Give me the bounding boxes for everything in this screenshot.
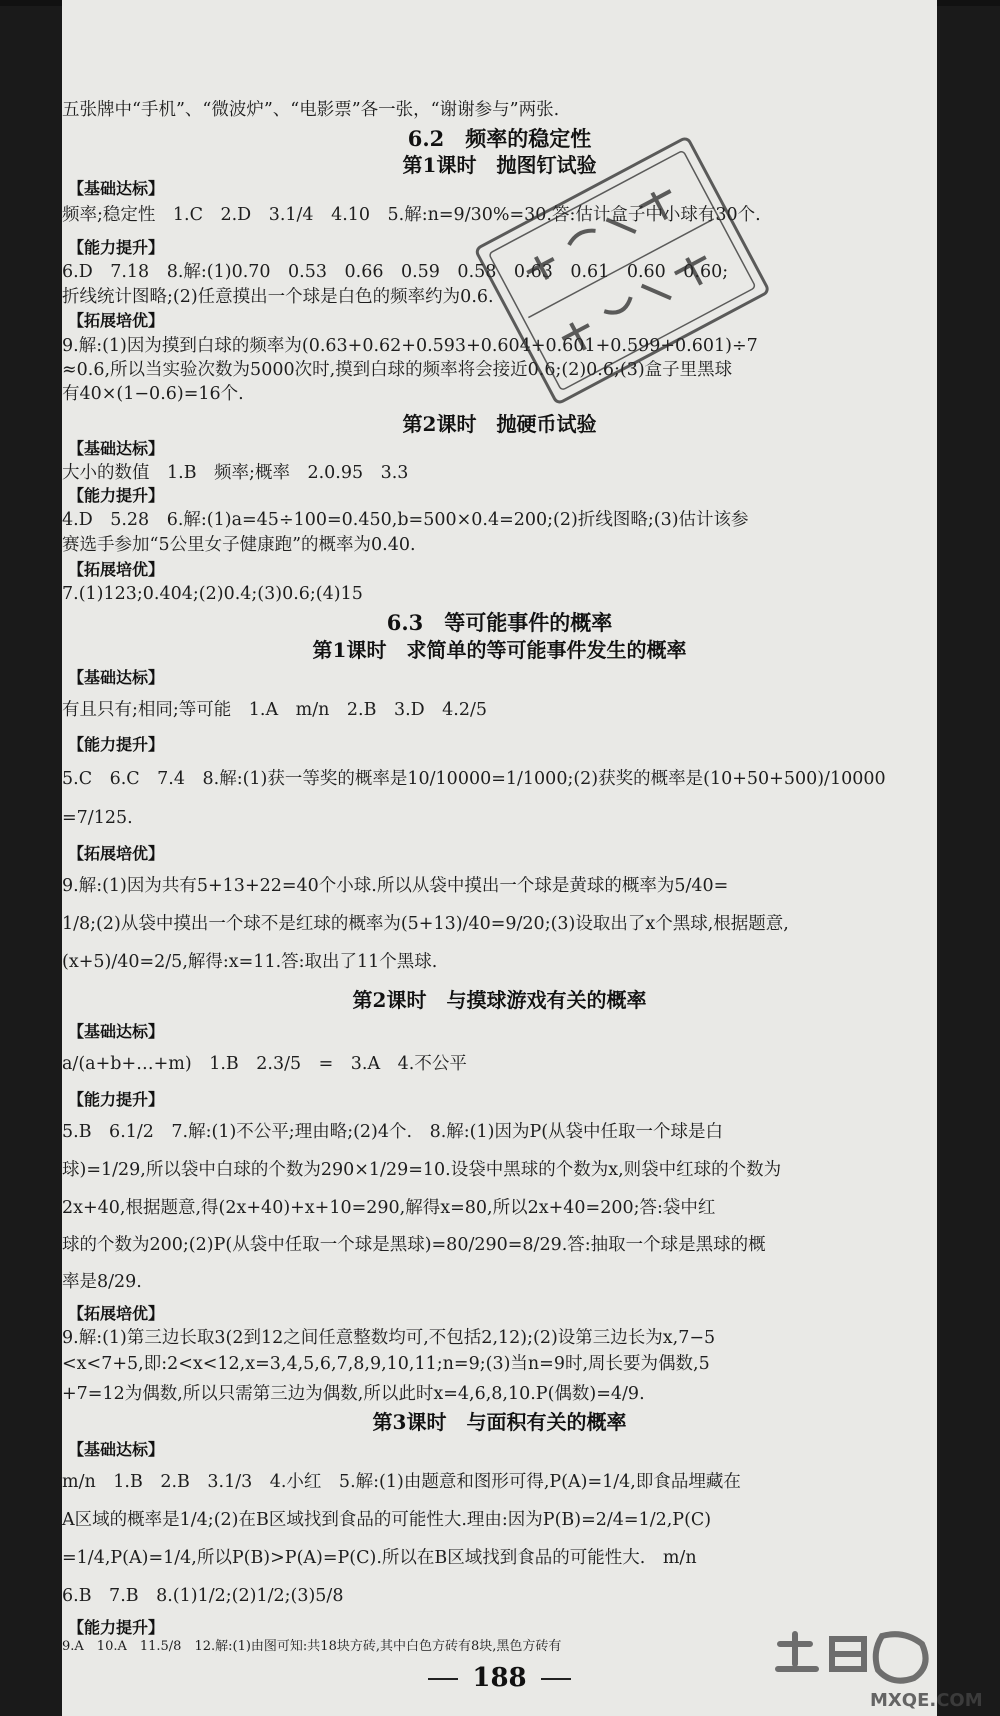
text-line: 2x+40,根据题意,得(2x+40)+x+10=290,解得x=80,所以2x+40=200;答:袋中红 (62, 1198, 716, 1218)
text-line: 率是8/29. (62, 1272, 142, 1292)
text-line: 5.C 6.C 7.4 8.解:(1)获一等奖的概率是10/10000=1/1000;(2)获奖的概率是(10+50+500)/10000 (62, 769, 886, 789)
section-heading: 6.3 等可能事件的概率 (386, 610, 613, 635)
section-tag: 【能力提升】 (68, 486, 165, 505)
lesson-heading: 第3课时 与面积有关的概率 (372, 1410, 627, 1434)
section-tag: 【拓展培优】 (68, 311, 165, 330)
lesson-heading: 第2课时 抛硬币试验 (402, 412, 597, 436)
svg-text:MXQE.COM: MXQE.COM (870, 1690, 983, 1711)
text-line: 7.(1)123;0.404;(2)0.4;(3)0.6;(4)15 (62, 584, 363, 604)
text-line: 球的个数为200;(2)P(从袋中任取一个球是黑球)=80/290=8/29.答:抽取一个球是黑球的概 (62, 1235, 766, 1255)
text-line: =1/4,P(A)=1/4,所以P(B)>P(A)=P(C).所以在B区域找到食品的可能性大. m/n (62, 1548, 697, 1568)
lesson-heading: 第1课时 求简单的等可能事件发生的概率 (312, 638, 687, 662)
lesson-heading: 第1课时 抛图钉试验 (402, 153, 597, 177)
section-heading: 6.2 频率的稳定性 (407, 126, 592, 151)
text-line: 4.D 5.28 6.解:(1)a=45÷100=0.450,b=500×0.4=200;(2)折线图略;(3)估计该参 (62, 510, 749, 530)
text-line: 有40×(1−0.6)=16个. (62, 384, 244, 404)
text-line: A区域的概率是1/4;(2)在B区域找到食品的可能性大.理由:因为P(B)=2/4=1/2,P(C) (62, 1510, 712, 1530)
text-line: 9.解:(1)因为摸到白球的频率为(0.63+0.62+0.593+0.604+0.601+0.599+0.601)÷7 (62, 336, 758, 356)
text-line: 9.解:(1)因为共有5+13+22=40个小球.所以从袋中摸出一个球是黄球的概率为5/40= (62, 876, 729, 896)
watermark-logo-icon (770, 1624, 983, 1716)
text-line: 5.B 6.1/2 7.解:(1)不公平;理由略;(2)4个. 8.解:(1)因为P(从袋中任取一个球是白 (62, 1122, 724, 1142)
text-line: 9.解:(1)第三边长取3(2到12之间任意整数均可,不包括2,12);(2)设第三边长为x,7−5 (62, 1328, 716, 1348)
section-tag: 【能力提升】 (68, 735, 165, 754)
text-line: (x+5)/40=2/5,解得:x=11.答:取出了11个黑球. (62, 952, 438, 972)
section-tag: 【拓展培优】 (68, 844, 165, 863)
text-line: 大小的数值 1.B 频率;概率 2.0.95 3.3 (62, 463, 409, 483)
text-line: 9.A 10.A 11.5/8 12.解:(1)由图可知:共18块方砖,其中白色方砖有8块,黑色方砖有 (62, 1639, 562, 1654)
text-line: 球)=1/29,所以袋中白球的个数为290×1/29=10.设袋中黑球的个数为x,则袋中红球的个数为 (62, 1160, 782, 1180)
section-tag: 【基础达标】 (68, 668, 165, 687)
section-tag: 【能力提升】 (68, 1090, 165, 1109)
text-line: +7=12为偶数,所以只需第三边为偶数,所以此时x=4,6,8,10.P(偶数)=4/9. (62, 1384, 645, 1404)
text-line: 折线统计图略;(2)任意摸出一个球是白色的频率约为0.6. (62, 287, 494, 307)
section-tag: 【拓展培优】 (68, 560, 165, 579)
section-tag: 【基础达标】 (68, 439, 165, 458)
text-line: ≈0.6,所以当实验次数为5000次时,摸到白球的频率将会接近0.6;(2)0.6;(3)盒子里黑球 (62, 360, 733, 380)
text-line: 赛选手参加“5公里女子健康跑”的概率为0.40. (62, 535, 416, 555)
section-tag: 【基础达标】 (68, 1440, 165, 1459)
text-line: 1/8;(2)从袋中摸出一个球不是红球的概率为(5+13)/40=9/20;(3)设取出了x个黑球,根据题意, (62, 914, 789, 934)
text-line: m/n 1.B 2.B 3.1/3 4.小红 5.解:(1)由题意和图形可得,P(A)=1/4,即食品埋藏在 (62, 1472, 741, 1492)
text-line: 有且只有;相同;等可能 1.A m/n 2.B 3.D 4.2/5 (62, 700, 488, 720)
lesson-heading: 第2课时 与摸球游戏有关的概率 (352, 988, 647, 1012)
answer-page (62, 0, 937, 1716)
section-tag: 【基础达标】 (68, 1022, 165, 1041)
text-line: 6.D 7.18 8.解:(1)0.70 0.53 0.66 0.59 0.58 0.63 0.61 0.60 0.60; (62, 262, 729, 282)
text-line: <x<7+5,即:2<x<12,x=3,4,5,6,7,8,9,10,11;n=9;(3)当n=9时,周长要为偶数,5 (62, 1354, 710, 1374)
section-tag: 【能力提升】 (68, 1618, 165, 1637)
text-line: 6.B 7.B 8.(1)1/2;(2)1/2;(3)5/8 (62, 1586, 344, 1606)
section-tag: 【基础达标】 (68, 179, 165, 198)
text-line: =7/125. (62, 808, 133, 828)
section-tag: 【能力提升】 (68, 238, 165, 257)
text-line: 频率;稳定性 1.C 2.D 3.1/4 4.10 5.解:n=9/30%=30.答:估计盒子中小球有30个. (62, 205, 761, 225)
text-line: a/(a+b+…+m) 1.B 2.3/5 = 3.A 4.不公平 (62, 1054, 467, 1074)
section-tag: 【拓展培优】 (68, 1304, 165, 1323)
page-number: 188 (62, 1665, 937, 1691)
text-line: 五张牌中“手机”、“微波炉”、“电影票”各一张，“谢谢参与”两张. (62, 100, 560, 120)
stamp-seal-icon (457, 128, 787, 413)
